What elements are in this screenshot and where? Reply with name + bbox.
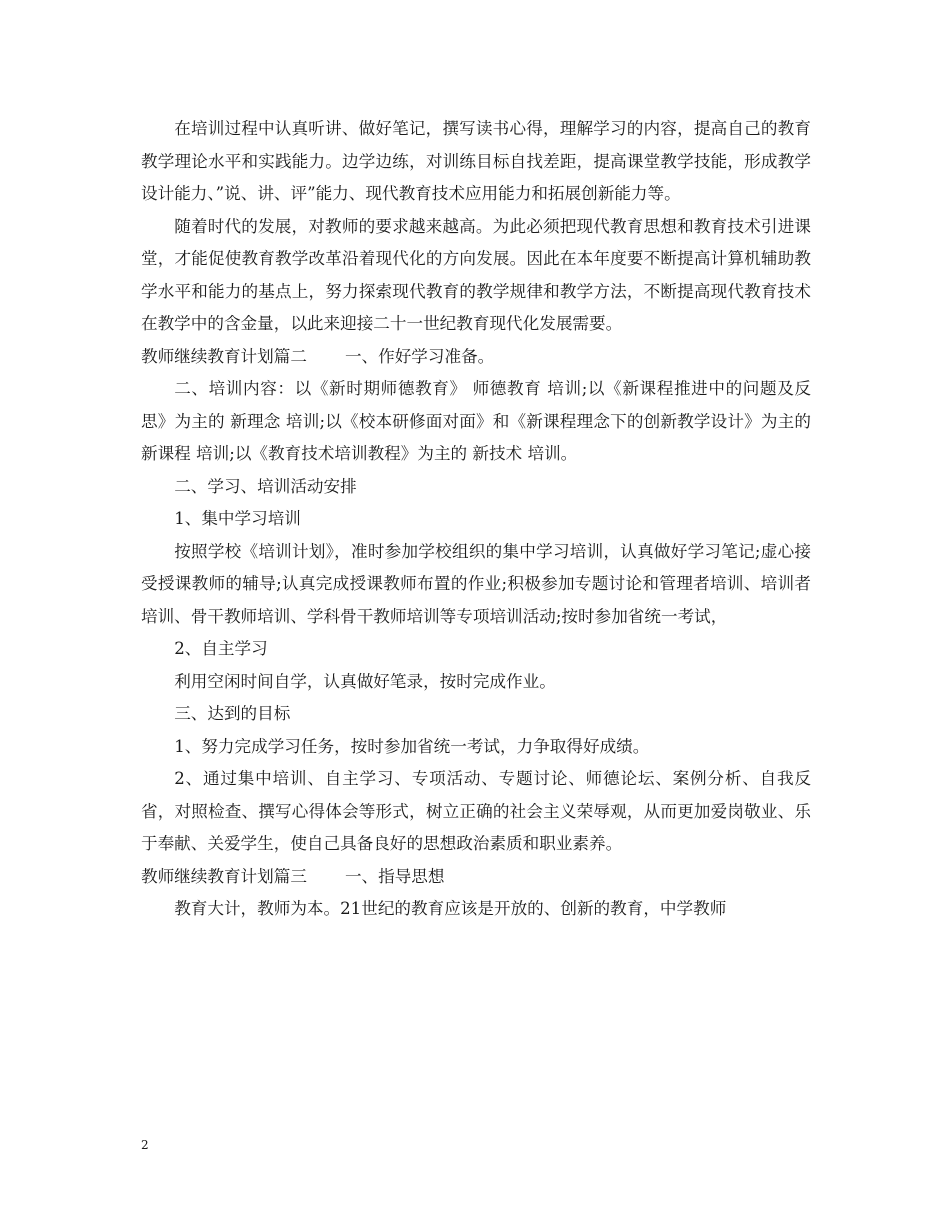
section-heading-text: 一、指导思想 [344,866,445,886]
section-heading [141,861,811,894]
paragraph: 2、自主学习 [174,639,268,658]
paragraph: 二、培训内容：以《新时期师德教育》 师德教育 培训;以《新课程推进中的问题及反思》为主的 新理念 培训;以《校本研修面对面》和《新课程理念下的创新教学设计》为主的 新课程 培训;以《教育技术培训教程》为主的 新技术 培训。 [141,379,811,463]
section-heading-text: 一、作好学习准备。 [344,346,495,366]
paragraph: 教育大计，教师为本。21世纪的教育应该是开放的、创新的教育，中学教师 [174,899,727,918]
paragraph: 2、通过集中培训、自主学习、专项活动、专题讨论、师德论坛、案例分析、自我反省，对照检查、撰写心得体会等形式，树立正确的社会主义荣辱观，从而更加爱岗敬业、乐于奉献、关爱学生，使自己具备良好的思想政治素质和职业素养。 [141,769,811,853]
paragraph: 利用空闲时间自学，认真做好笔录，按时完成作业。 [174,671,556,691]
paragraph: 二、学习、培训活动安排 [174,476,357,496]
section-heading [141,341,811,374]
section-title: 教师继续教育计划篇三 [141,866,307,886]
paragraph: 按照学校《培训计划》，准时参加学校组织的集中学习培训，认真做好学习笔记;虚心接受授课教师的辅导;认真完成授课教师布置的作业;积极参加专题讨论和管理者培训、培训者培训、骨干教师培训、学科骨干教师培训等专项培训活动;按时参加省统一考试， [141,541,811,626]
paragraph: 随着时代的发展，对教师的要求越来越高。为此必须把现代教育思想和教育技术引进课堂，才能促使教育教学改革沿着现代化的方向发展。因此在本年度要不断提高计算机辅助教学水平和能力的基点上，努力探索现代教育的教学规律和教学方法，不断提高现代教育技术在教学中的含金量，以此来迎接二十一世纪教育现代化发展需要。 [141,216,811,333]
paragraph: 1、集中学习培训 [174,509,301,528]
section-title: 教师继续教育计划篇二 [141,346,307,366]
paragraph: 在培训过程中认真听讲、做好笔记，撰写读书心得，理解学习的内容，提高自己的教育教学理论水平和实践能力。边学边练，对训练目标自找差距，提高课堂教学技能，形成教学设计能力、”说、讲、评”能力、现代教育技术应用能力和拓展创新能力等。 [141,119,811,203]
document-body [141,113,811,926]
paragraph: 1、努力完成学习任务，按时参加省统一考试，力争取得好成绩。 [174,736,650,756]
page-number: 2 [141,1138,149,1152]
paragraph: 三、达到的目标 [174,704,291,723]
